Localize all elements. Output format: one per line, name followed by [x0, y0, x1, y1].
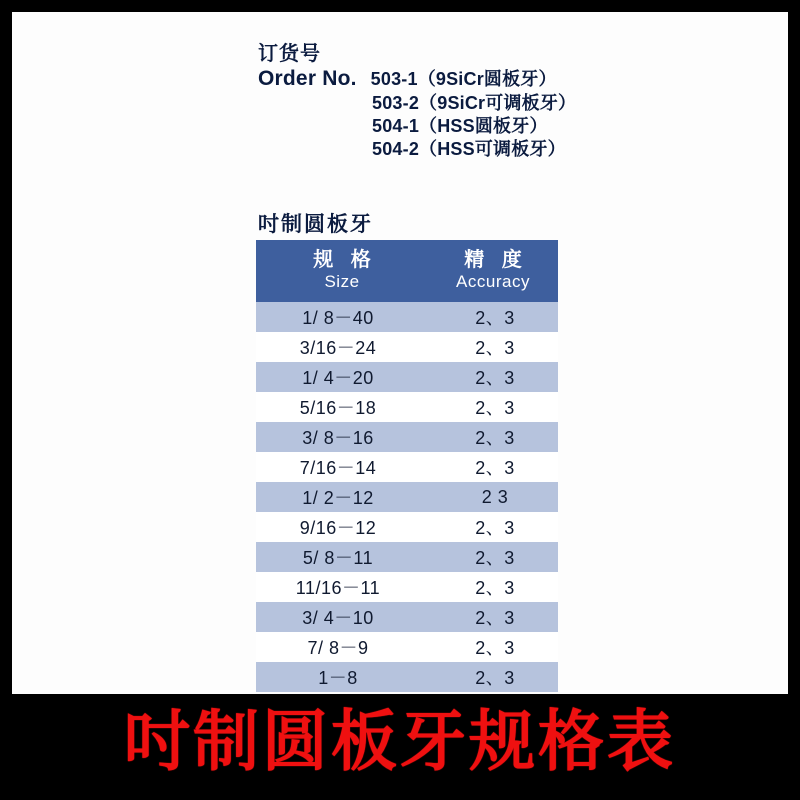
catalog-sheet — [12, 12, 788, 788]
cell-accuracy: 2、3 — [428, 572, 558, 602]
order-number-row-3 — [372, 117, 678, 135]
order-number-item-3: 504-1（HSS圆板牙） — [372, 116, 548, 136]
column-header-accuracy — [428, 240, 558, 302]
table-row — [256, 572, 558, 602]
table-row — [256, 422, 558, 452]
cell-size: 9/16－12 — [256, 512, 428, 542]
cell-accuracy: 2、3 — [428, 452, 558, 482]
order-number-block — [258, 44, 678, 163]
cell-size: 1/ 4－20 — [256, 362, 428, 392]
order-number-cn-row — [258, 44, 678, 64]
cell-size: 5/ 8－11 — [256, 542, 428, 572]
table-row — [256, 542, 558, 572]
cell-accuracy: 2、3 — [428, 512, 558, 542]
column-header-size-cn: 规 格 — [313, 249, 377, 272]
banner-title: 吋制圆板牙规格表 — [124, 703, 676, 780]
cell-accuracy: 2、3 — [428, 392, 558, 422]
table-row — [256, 512, 558, 542]
order-number-en-row — [258, 68, 678, 89]
cell-accuracy: 2、3 — [428, 662, 558, 692]
cell-size: 3/ 8－16 — [256, 422, 428, 452]
table-row — [256, 332, 558, 362]
order-number-row-2 — [372, 94, 678, 112]
order-number-en-label: Order No. — [258, 67, 357, 90]
table-row — [256, 662, 558, 692]
cell-size: 1－8 — [256, 662, 428, 692]
cell-size: 7/ 8－9 — [256, 632, 428, 662]
cell-accuracy: 2 3 — [428, 482, 558, 512]
column-header-size-en: Size — [324, 272, 360, 292]
order-number-row-4 — [372, 140, 678, 158]
cell-size: 11/16－11 — [256, 572, 428, 602]
cell-size: 1/ 2－12 — [256, 482, 428, 512]
column-header-accuracy-en: Accuracy — [456, 272, 530, 292]
order-number-item-2: 503-2（9SiCr可调板牙） — [372, 93, 577, 113]
table-row — [256, 482, 558, 512]
cell-size: 3/16－24 — [256, 332, 428, 362]
table-row — [256, 602, 558, 632]
cell-accuracy: 2、3 — [428, 632, 558, 662]
cell-size: 3/ 4－10 — [256, 602, 428, 632]
table-row — [256, 452, 558, 482]
cell-accuracy: 2、3 — [428, 332, 558, 362]
cell-size: 5/16－18 — [256, 392, 428, 422]
table-header-row — [256, 240, 558, 302]
cell-size: 1/ 8－40 — [256, 302, 428, 332]
cell-size: 7/16－14 — [256, 452, 428, 482]
cell-accuracy: 2、3 — [428, 362, 558, 392]
section-title: 吋制圆板牙 — [258, 213, 373, 236]
column-header-size — [256, 240, 428, 302]
order-number-item-1: 503-1（9SiCr圆板牙） — [370, 69, 557, 89]
cell-accuracy: 2、3 — [428, 422, 558, 452]
order-number-cn-label: 订货号 — [258, 43, 321, 65]
cell-accuracy: 2、3 — [428, 602, 558, 632]
table-row — [256, 362, 558, 392]
cell-accuracy: 2、3 — [428, 302, 558, 332]
specification-table — [256, 240, 558, 692]
cell-accuracy: 2、3 — [428, 542, 558, 572]
column-header-accuracy-cn: 精 度 — [464, 249, 528, 272]
order-number-item-4: 504-2（HSS可调板牙） — [372, 139, 566, 159]
table-row — [256, 392, 558, 422]
table-row — [256, 302, 558, 332]
table-row — [256, 632, 558, 662]
